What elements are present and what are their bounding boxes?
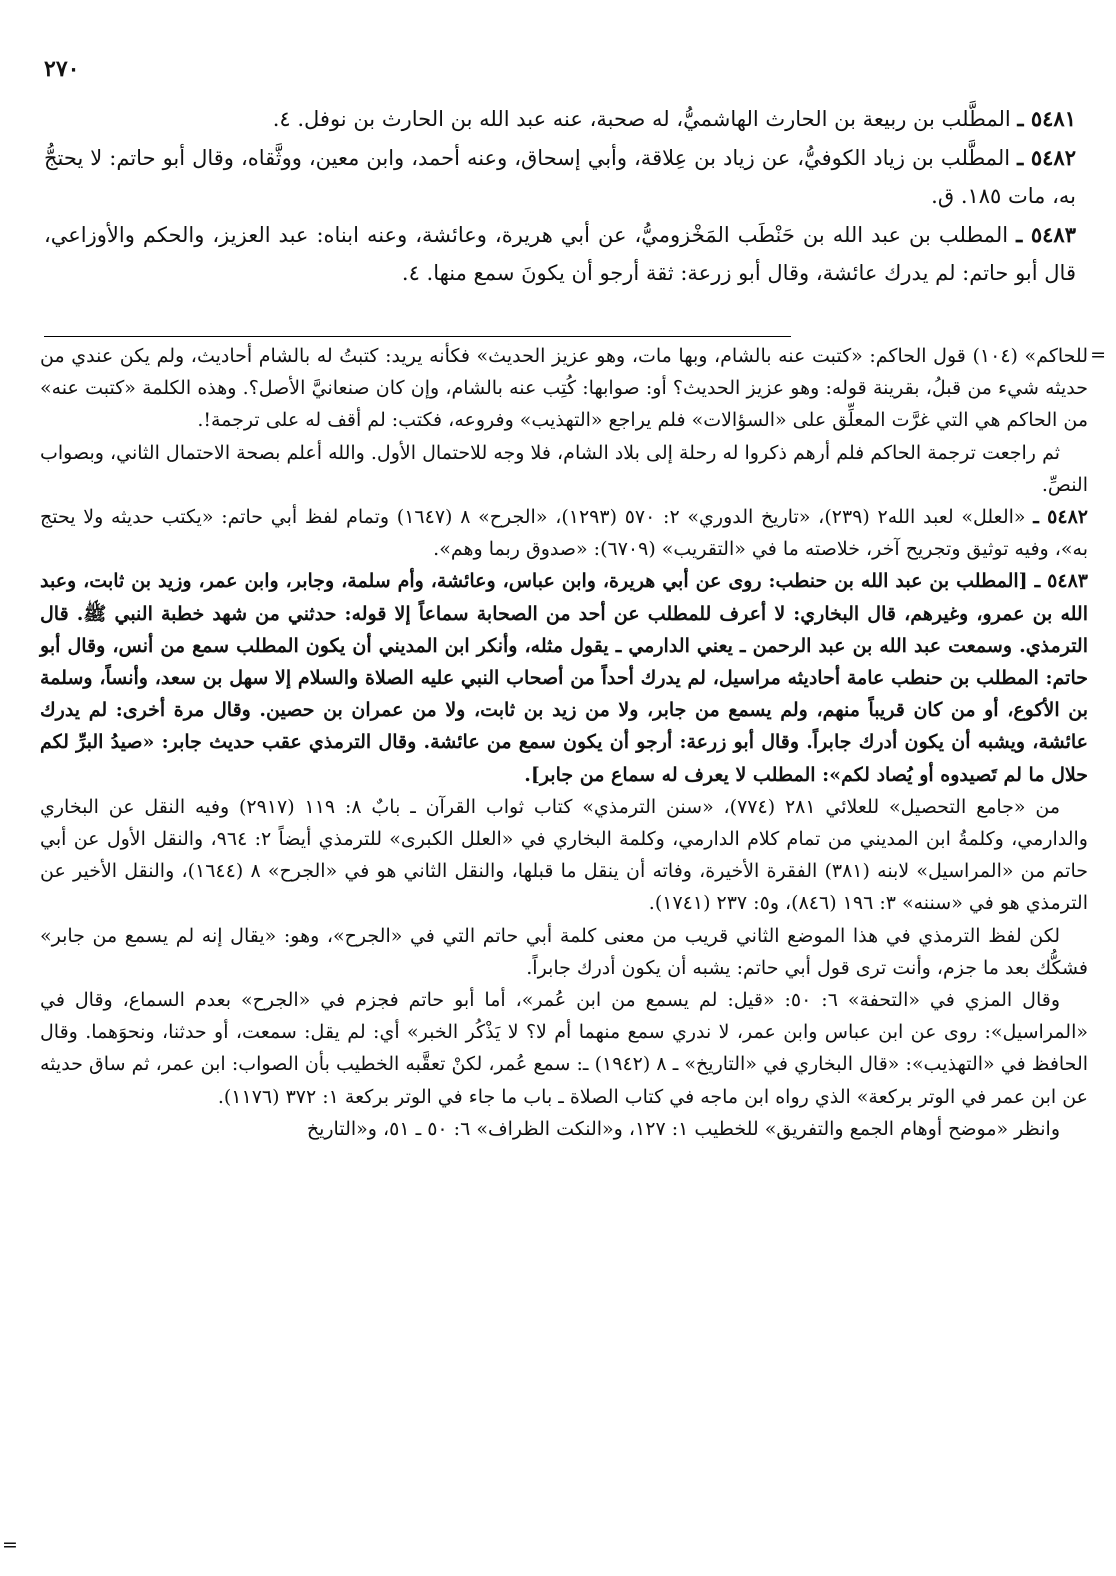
entry-number: ٥٤٨٣ ـ [1016,221,1076,247]
entry-text: المطَّلب بن ربيعة بن الحارث الهاشميُّ، له صحبة، عنه عبد الله بن الحارث بن نوفل. ٤. [272,107,1011,131]
footnote-text: وانظر «موضح أوهام الجمع والتفريق» للخطيب ١: ١٢٧، و«النكت الظراف» ٦: ٥٠ ـ ٥١، و«التاريخ [306,1117,1060,1140]
footnote-continuation-mark: = [1090,344,1106,366]
entry-text: المطلب بن عبد الله بن حَنْطَب المَخْزوميُّ، عن أبي هريرة، وعائشة، وعنه ابناه: عبد العزيز، والحكم والأوزاعي، قال أبو حاتم: لم يدرك عائشة، وقال أبو زرعة: ثقة أرجو أن يكونَ سمع منها. ٤. [44,222,1076,285]
footnote-paragraph [40,340,1088,437]
footnote-text: لكن لفظ الترمذي في هذا الموضع الثاني قريب من معنى كلمة أبي حاتم التي في «الجرح»، وهو: «يقال إنه لم يسمع من جابر» فشكُّك بعد ما جزم، وأنت ترى قول أبي حاتم: يشبه أن يكون أدرك جابراً. [40,924,1088,979]
footnote-text: من «جامع التحصيل» للعلائي ٢٨١ (٧٧٤)، «سنن الترمذي» كتاب ثواب القرآن ـ بابٌ ٨: ١١٩ (٢٩١٧) وفيه النقل عن البخاري والدارمي، وكلمةُ ابن المديني من تمام كلام الدارمي، وكلمة البخاري في «العلل الكبرى» للترمذي أيضاً ٢: ٩٦٤، والنقل الأول عن أبي حاتم من «المراسيل» لابنه (٣٨١) الفقرة الأخيرة، وفاته أن ينقل ما قبلها، والنقل الثاني هو في «الجرح» ٨ (١٦٤٤)، والنقل الأخير عن الترمذي هو في «سننه» ٣: ١٩٦ (٨٤٦)، و٥: ٢٣٧ (١٧٤١). [40,795,1088,915]
footnotes-block [40,340,1088,1145]
footnote-text: ثم راجعت ترجمة الحاكم فلم أرهم ذكروا له رحلة إلى بلاد الشام، فلا وجه للاحتمال الأول. والله أعلم بصحة الاحتمال الثاني، وبصواب النصِّ. [40,441,1088,496]
footnote-paragraph [40,1113,1088,1145]
footnote-paragraph [40,791,1088,920]
main-entries [44,100,1076,293]
entry-text: المطَّلب بن زياد الكوفيُّ، عن زياد بن عِلاقة، وأبي إسحاق، وعنه أحمد، وابن معين، ووثَّقاه، وقال أبو حاتم: لا يحتجُّ به، مات ١٨٥. ق. [44,145,1076,208]
page-number: ٢٧٠ [44,56,80,82]
footnote-number: ٥٤٨٣ ـ [1034,570,1088,593]
footnote-paragraph [40,984,1088,1113]
entry-5481 [44,100,1076,139]
footnote-5482 [40,501,1088,565]
entry-number: ٥٤٨٢ ـ [1017,144,1076,170]
footnote-5483 [40,565,1088,790]
footnote-text: للحاكم» (١٠٤) قول الحاكم: «كتبت عنه بالشام، وبها مات، وهو عزيز الحديث» فكأنه يريد: كتبتُ له بالشام أحاديث، ولم يكن عندي من حديثه شيء من قبلُ، بقرينة قوله: وهو عزيز الحديث؟ أو: صوابها: كُتِب عنه بالشام، وإن كان صنعانيَّ الأصل؟. وهذه الكلمة «كتبت عنه» من الحاكم هي التي غرَّت المعلِّق على «السؤالات» فلم يراجع «التهذيب» وفروعه، فكتب: لم أقف له على ترجمة!. [40,345,1088,432]
footnote-paragraph [40,437,1088,501]
entry-5482 [44,139,1076,216]
footnote-paragraph [40,920,1088,984]
footnote-text: [المطلب بن عبد الله بن حنطب: روى عن أبي هريرة، وابن عباس، وعائشة، وأم سلمة، وجابر، وابن عمر، وزيد بن ثابت، وعبد الله بن عمرو، وغيرهم، قال البخاري: لا أعرف للمطلب عن أحد من الصحابة سماعاً إلا قوله: حدثني من شهد خطبة النبي ﷺ. قال الترمذي. وسمعت عبد الله بن عبد الرحمن ـ يعني الدارمي ـ يقول مثله، وأنكر ابن المديني أن يكون المطلب سمع من أنس، وقال أبو حاتم: المطلب بن حنطب عامة أحاديثه مراسيل، لم يدرك أحداً من أصحاب النبي عليه الصلاة والسلام إلا سهل بن سعد، وأنساً، وسلمة بن الأكوع، أو من كان قريباً منهم، ولم يسمع من جابر، ولا من زيد بن ثابت، ولا من عمران بن حصين. وقال مرة أخرى: لم يدرك عائشة، ويشبه أن يكون أدرك جابراً. وقال أبو زرعة: أرجو أن يكون سمع من عائشة. وقال الترمذي عقب حديث جابر: «صيدُ البرِّ لكم حلال ما لم تَصيدوه أو يُصاد لكم»: المطلب لا يعرف له سماع من جابر]. [40,570,1088,786]
footnote-text: «العلل» لعبد الله٢ (٢٣٩)، «تاريخ الدوري» ٢: ٥٧٠ (١٢٩٣)، «الجرح» ٨ (١٦٤٧) وتمام لفظ أبي حاتم: «يكتب حديثه ولا يحتج به»، وفيه توثيق وتجريح آخر، خلاصته ما في «التقريب» (٦٧٠٩): «صدوق ربما وهم». [40,506,1088,561]
footnote-text: وقال المزي في «التحفة» ٦: ٥٠: «قيل: لم يسمع من ابن عُمر»، أما أبو حاتم فجزم في «الجرح» بعدم السماع، وقال في «المراسيل»: روى عن ابن عباس وابن عمر، لا ندري سمع منهما أم لا؟ لا يَذْكُر الخبر» أي: لم يقل: سمعت، أو حدثنا، ونحوَهما. وقال الحافظ في «التهذيب»: «قال البخاري في «التاريخ» ـ ٨ (١٩٤٢) ـ: سمع عُمر، لكنْ تعقَّبه الخطيب بأن الصواب: ابن عمر، ثم ساق حديثه عن ابن عمر في الوتر بركعة» الذي رواه ابن ماجه في كتاب الصلاة ـ باب ما جاء في الوتر بركعة ١: ٣٧٢ (١١٧٦). [40,989,1089,1108]
entry-number: ٥٤٨١ ـ [1017,106,1076,131]
entry-5483 [44,216,1076,293]
footnote-bottom-mark: = [2,1534,18,1556]
footnote-separator [44,336,791,337]
footnote-number: ٥٤٨٢ ـ [1033,506,1088,529]
